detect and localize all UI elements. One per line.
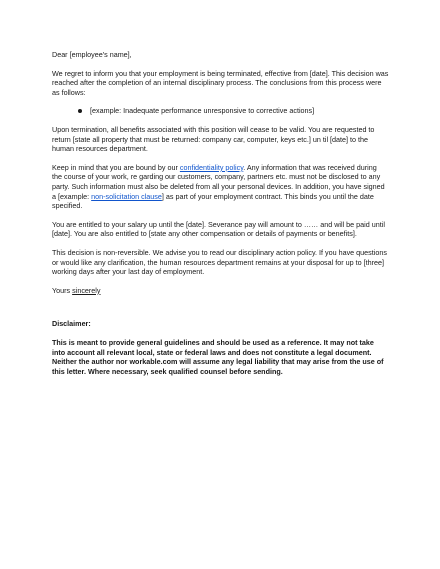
confidentiality-text-3: ] as part of your employment contract. This binds you until the date specified. [52, 191, 374, 211]
decision-paragraph: This decision is non-reversible. We advise you to read our disciplinary action policy. If you have questions or would like any clarification, the human resources department remains at your disposal for up to [three] working days after your last day of employment. [52, 247, 387, 277]
confidentiality-policy-link[interactable]: confidentiality policy [179, 162, 244, 172]
bullet-text: [example: Inadequate performance unresponsive to corrective actions] [90, 106, 315, 116]
salutation: Dear [employee's name], [52, 50, 132, 59]
disclaimer [52, 309, 392, 386]
closing [52, 286, 392, 296]
salary-paragraph: You are entitled to your salary up until the [date]. Severance pay will amount to …… and will be paid until [date]. You are also entitled to [state any other compensation or details of payments or benefits]. [52, 219, 385, 239]
confidentiality-text-1: Keep in mind that you are bound by our [52, 162, 180, 172]
termination-paragraph: We regret to inform you that your employment is being terminated, effective from [date]. This decision was reached after the completion of an internal disciplinary process. The conclusions from this process were as follows: [52, 68, 389, 97]
bullet-icon [78, 109, 82, 113]
confidentiality-text-2: . Any information that was received during the course of your work, re garding our customers, company, partners etc. must not be disclosed to any party. Such information must also be deleted from all your personal devices. In addition, you have signed a [example: [52, 162, 385, 201]
benefits-paragraph: Upon termination, all benefits associated with this position will cease to be valid. You are requested to return [state all property that must be returned: company car, computer, keys etc.] un til [date] to the human resources department. [52, 124, 375, 154]
non-solicitation-clause-link[interactable]: non-solicitation clause [91, 191, 162, 201]
disclaimer-body: This is meant to provide general guidelines and should be used as a reference. It may not take into account all relevant local, state or federal laws and does not constitute a legal document. Neither the author nor workable.com will assume any legal liability that may arise from the use of this letter. Where necessary, seek qualified counsel before sending. [52, 338, 384, 376]
disclaimer-title: Disclaimer: [52, 318, 91, 328]
closing-prefix: Yours [52, 285, 73, 295]
confidentiality-paragraph [52, 163, 392, 211]
letter-page [52, 50, 392, 386]
conclusion-bullet [78, 106, 392, 116]
closing-word: sincerely [72, 285, 101, 295]
